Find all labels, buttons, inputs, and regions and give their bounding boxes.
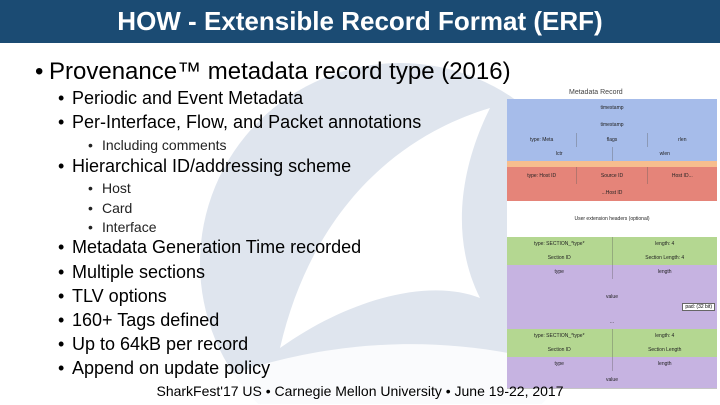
diagram-row: [507, 167, 717, 185]
bullet-text: Host: [102, 180, 131, 196]
diagram-cell: Section Length: 4: [613, 251, 718, 265]
sub-bullet-item: [88, 137, 227, 153]
bullet-dot: •: [88, 137, 93, 153]
bullet-text: Per-Interface, Flow, and Packet annotations: [72, 112, 422, 132]
slide-title: HOW - Extensible Record Format (ERF): [117, 6, 603, 36]
diagram-row: [507, 99, 717, 117]
diagram-cell: Section Length: [613, 343, 718, 357]
bullet-text: Up to 64kB per record: [72, 334, 249, 354]
diagram-cell: Section ID: [507, 343, 613, 357]
diagram-row: [507, 184, 717, 202]
bullet-dot: •: [58, 310, 65, 330]
bullet-item: [58, 334, 248, 355]
bullet-text: Card: [102, 200, 133, 216]
diagram-cell: timestamp: [507, 116, 717, 133]
diagram-row: [507, 201, 717, 238]
bullet-text: Metadata Generation Time recorded: [72, 237, 362, 257]
bullet-dot: •: [58, 88, 65, 108]
diagram-cell: type: [507, 357, 613, 371]
bullet-text: 160+ Tags defined: [72, 310, 220, 330]
diagram-cell: length: [613, 357, 718, 371]
diagram-cell: ...: [507, 315, 717, 329]
main-bullet-text: Provenance™ metadata record type (2016): [49, 58, 511, 85]
diagram-row: [507, 116, 717, 134]
sub-bullet-item: [88, 200, 132, 216]
diagram-cell: timestamp: [507, 99, 717, 116]
diagram-title: Metadata Record: [569, 89, 623, 96]
bullet-text: Including comments: [102, 137, 227, 153]
diagram-cell: value: [507, 279, 717, 315]
bullet-dot: •: [58, 237, 65, 257]
diagram-cell: type: SECTION_*type*: [507, 329, 613, 343]
bullet-item: [58, 88, 303, 109]
diagram-cell: value: [507, 371, 717, 388]
bullet-dot: •: [58, 262, 65, 282]
bullet-dot: •: [88, 200, 93, 216]
diagram-cell: ...Host ID: [507, 184, 717, 201]
padding-label: pad: (32 bit): [682, 303, 715, 311]
diagram-cell: wlen: [613, 147, 718, 161]
diagram-row: [507, 315, 717, 330]
bullet-text: Multiple sections: [72, 262, 206, 282]
diagram-cell: Source ID: [577, 167, 647, 184]
bullet-dot: •: [58, 112, 65, 132]
bullet-item: [58, 262, 205, 283]
diagram-cell: Section ID: [507, 251, 613, 265]
bullet-dot: •: [58, 358, 65, 378]
diagram-cell: type: SECTION_*type*: [507, 237, 613, 251]
diagram-cell: flags: [577, 133, 647, 147]
diagram-cell: type: [507, 265, 613, 279]
diagram-row: [507, 133, 717, 148]
bullet-dot: •: [58, 286, 65, 306]
bullet-dot: •: [88, 219, 93, 235]
diagram-row: [507, 265, 717, 280]
bullet-item: [58, 156, 351, 177]
diagram-row: [507, 329, 717, 344]
diagram-row: [507, 147, 717, 162]
diagram-cell: length: 4: [613, 237, 718, 251]
bullet-item: [58, 358, 270, 379]
bullet-item: [58, 286, 167, 307]
bullet-text: Periodic and Event Metadata: [72, 88, 304, 108]
main-bullet: [35, 58, 511, 86]
diagram-row: [507, 357, 717, 372]
diagram-row: [507, 251, 717, 266]
diagram-row: [507, 237, 717, 252]
diagram-cell: rlen: [648, 133, 717, 147]
diagram-cell: type: Host ID: [507, 167, 577, 184]
bullet-text: Interface: [102, 219, 157, 235]
bullet-item: [58, 237, 361, 258]
metadata-record-diagram: [507, 89, 719, 381]
diagram-cell: length: 4: [613, 329, 718, 343]
bullet-item: [58, 112, 421, 133]
bullet-text: Hierarchical ID/addressing scheme: [72, 156, 352, 176]
diagram-row: [507, 343, 717, 358]
diagram-cell: lctr: [507, 147, 613, 161]
bullet-dot: •: [58, 156, 65, 176]
diagram-cell: User extension headers (optional): [507, 201, 717, 237]
bullet-item: [58, 310, 219, 331]
bullet-dot: •: [35, 58, 44, 85]
diagram-cell: Host ID...: [648, 167, 717, 184]
bullet-text: TLV options: [72, 286, 167, 306]
bullet-text: Append on update policy: [72, 358, 271, 378]
diagram-cell: type: Meta: [507, 133, 577, 147]
bullet-dot: •: [88, 180, 93, 196]
sub-bullet-item: [88, 180, 131, 196]
diagram-cell: length: [613, 265, 718, 279]
bullet-dot: •: [58, 334, 65, 354]
slide-footer: SharkFest'17 US • Carnegie Mellon University • June 19-22, 2017: [156, 383, 564, 399]
sub-bullet-item: [88, 219, 156, 235]
